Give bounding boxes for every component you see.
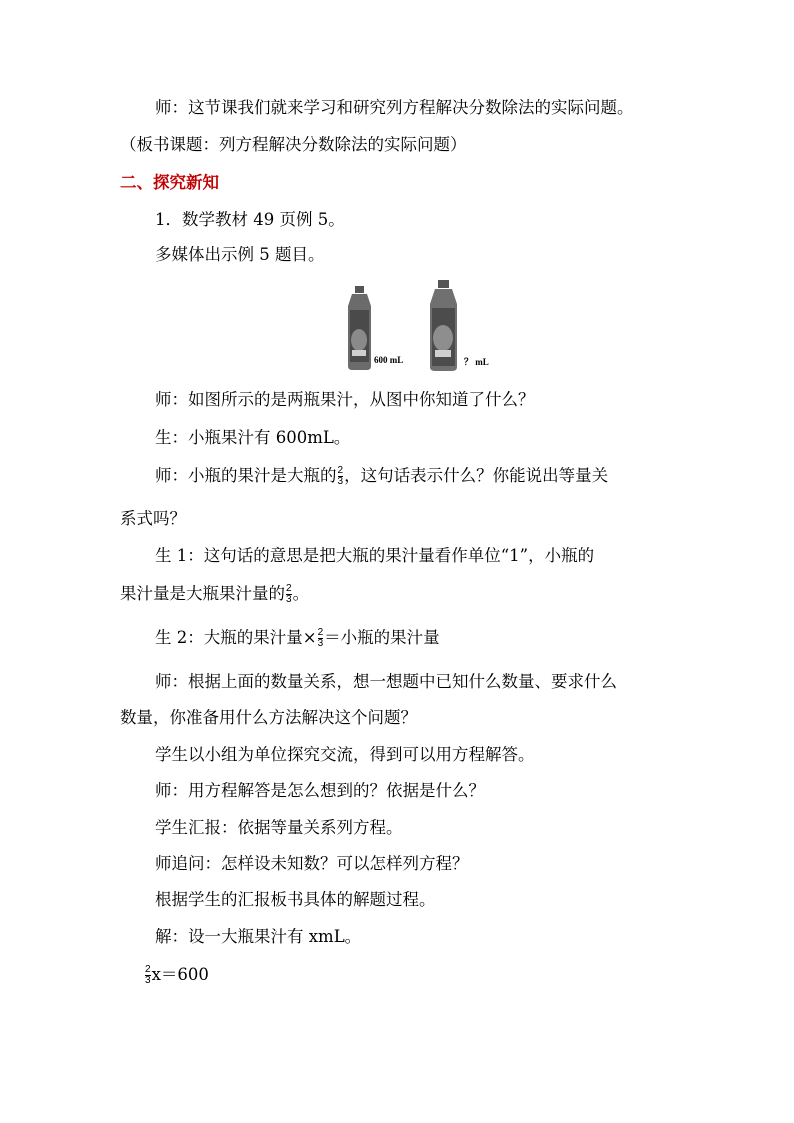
fraction-numerator: 2: [317, 627, 324, 638]
text-line: [155, 627, 440, 649]
text-span: 生 2：大瓶的果汁量×: [155, 628, 317, 647]
small-bottle-icon: [348, 286, 371, 370]
section-heading: 二、探究新知: [120, 173, 219, 192]
fraction: [145, 965, 151, 986]
fraction: [338, 466, 344, 487]
large-bottle-label: ？ mL: [464, 357, 489, 367]
text-line: 多媒体出示例 5 题目。: [155, 245, 325, 264]
text-line: 数量，你准备用什么方法解决这个问题？: [120, 708, 417, 727]
text-line: 学生汇报：依据等量关系列方程。: [155, 818, 403, 837]
text-line: 师：这节课我们就来学习和研究列方程解决分数除法的实际问题。: [155, 98, 634, 117]
text-line: 系式吗？: [120, 509, 186, 528]
fraction: [318, 628, 324, 649]
fraction-numerator: 2: [145, 964, 151, 975]
text-line: [120, 583, 309, 605]
text-line: [155, 465, 608, 487]
text-span: x＝600: [151, 965, 209, 984]
text-line: 生 1：这句话的意思是把大瓶的果汁量看作单位“1”，小瓶的: [155, 546, 595, 565]
text-span: ＝小瓶的果汁量: [324, 628, 440, 647]
text-span: 师：小瓶的果汁是大瓶的: [155, 466, 337, 485]
text-span: 。: [292, 584, 310, 603]
text-line: （板书课题：列方程解决分数除法的实际问题）: [120, 135, 467, 154]
fraction-numerator: 2: [286, 583, 292, 594]
text-line: 师：根据上面的数量关系，想一想题中已知什么数量、要求什么: [155, 672, 617, 691]
text-line: 1．数学教材 49 页例 5。: [155, 210, 345, 229]
text-line: 解：设一大瓶果汁有 xmL。: [155, 927, 362, 946]
large-bottle-icon: [430, 280, 457, 371]
text-line: 生：小瓶果汁有 600mL。: [155, 428, 351, 447]
equation-line: [144, 964, 209, 986]
text-line: 师：如图所示的是两瓶果汁，从图中你知道了什么？: [155, 390, 535, 409]
juice-bottles-image: [338, 280, 498, 372]
fraction-denominator: 3: [286, 594, 292, 605]
fraction-numerator: 2: [337, 465, 344, 476]
fraction-denominator: 3: [337, 476, 344, 487]
text-span: 果汁量是大瓶果汁量的: [120, 584, 285, 603]
fraction-denominator: 3: [317, 638, 324, 649]
fraction-denominator: 3: [145, 975, 151, 986]
text-span: ，这句话表示什么？你能说出等量关: [344, 466, 609, 485]
text-line: 根据学生的汇报板书具体的解题过程。: [155, 890, 436, 909]
text-line: 师：用方程解答是怎么想到的？依据是什么？: [155, 781, 485, 800]
text-line: 学生以小组为单位探究交流，得到可以用方程解答。: [155, 745, 535, 764]
fraction: [286, 584, 292, 605]
small-bottle-label: 600 mL: [374, 355, 404, 365]
text-line: 师追问：怎样设未知数？可以怎样列方程？: [155, 854, 469, 873]
